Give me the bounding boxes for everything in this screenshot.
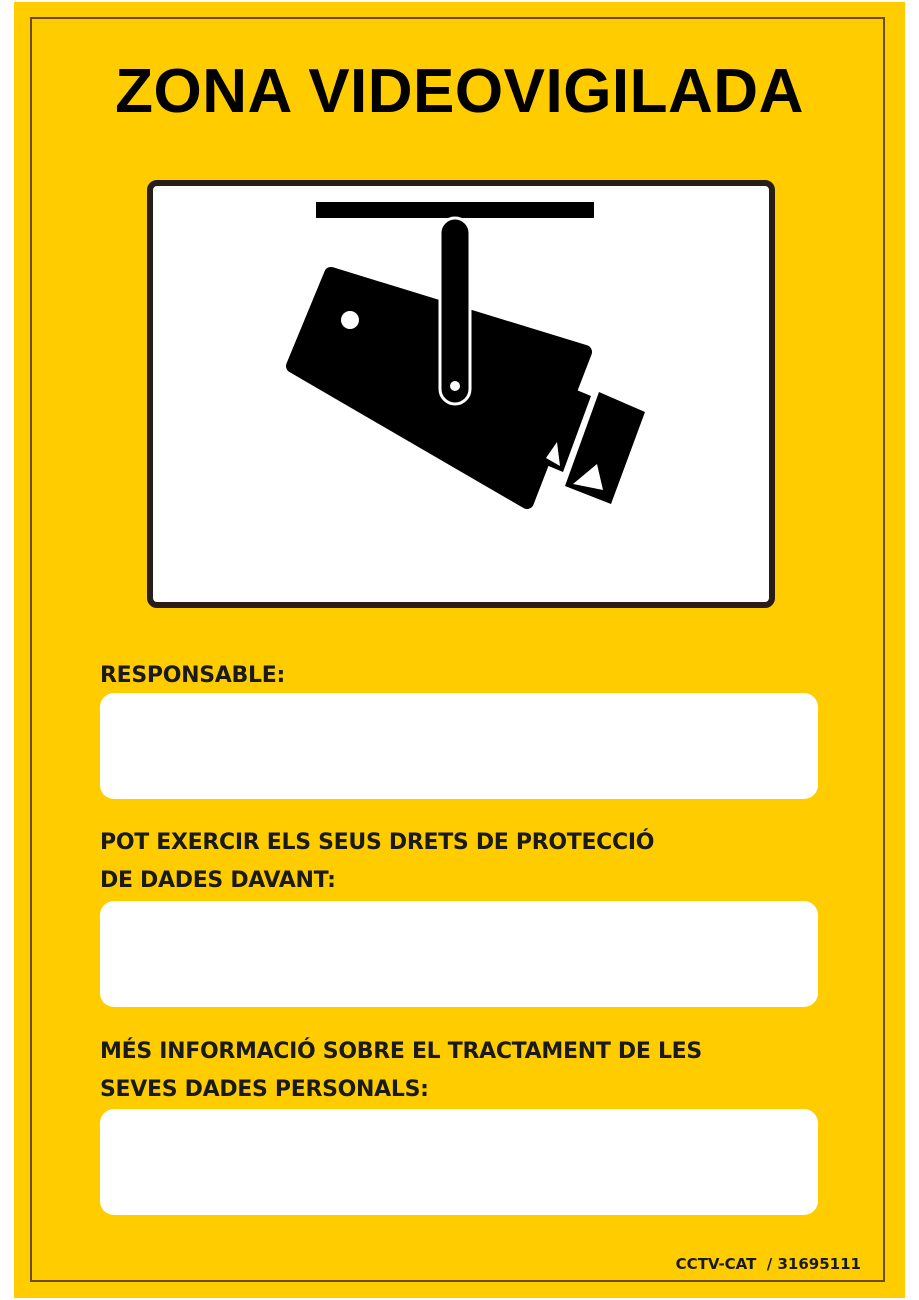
data-protection-rights-field [100,901,818,1007]
label-line: DE DADES DAVANT: [100,868,336,893]
sign-title: ZONA VIDEOVIGILADA [115,57,804,126]
field-label-responsable [100,657,285,695]
field-label-more-information [100,1033,702,1109]
label-line: SEVES DADES PERSONALS: [100,1077,429,1102]
label-line: POT EXERCIR ELS SEUS DRETS DE PROTECCIÓ [100,830,655,855]
label-line: MÉS INFORMACIÓ SOBRE EL TRACTAMENT DE LES [100,1039,702,1064]
field-label-data-protection-rights [100,824,654,900]
warning-sign [14,2,905,1298]
more-information-field [100,1109,818,1215]
responsable-field [100,693,818,799]
camera-pictogram-frame [147,180,775,608]
footer-code: CCTV-CAT / 31695111 [675,1255,861,1273]
label-line: RESPONSABLE: [100,663,285,688]
cctv-camera-icon [153,186,769,602]
